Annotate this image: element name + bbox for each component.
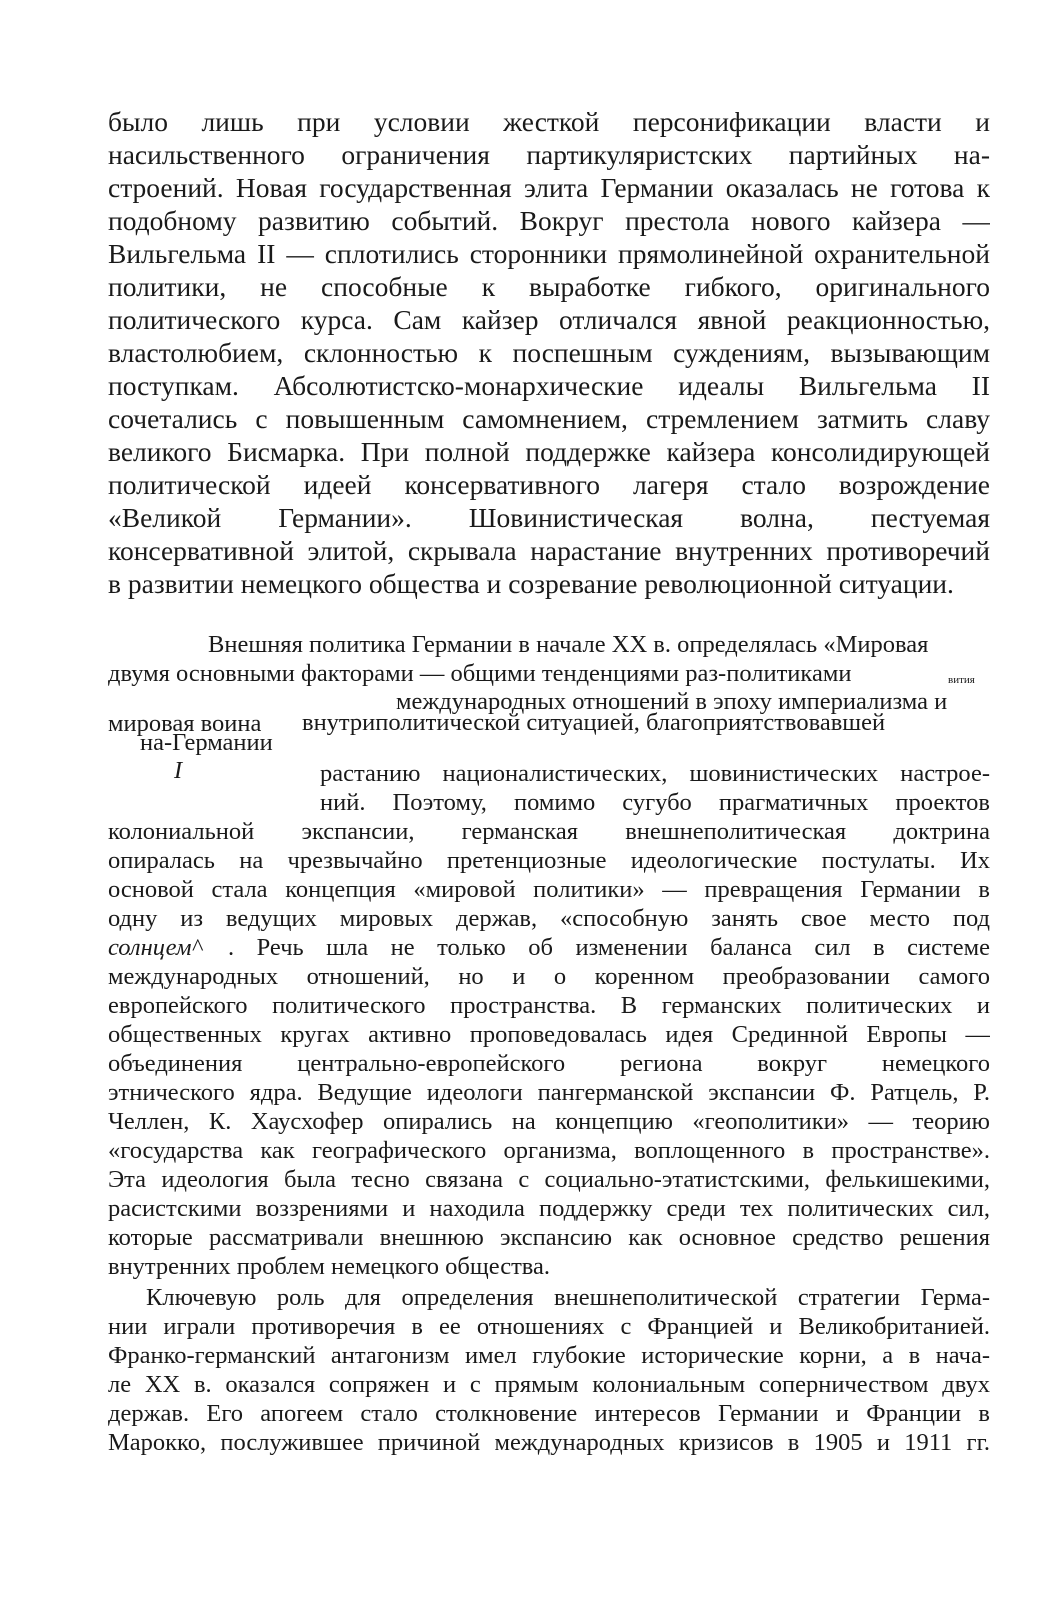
side-label: I [174,757,183,784]
text-line: подобному развитию событий. Вокруг престола нового кайзера — [108,207,990,236]
text-line: держав. Его апогеем стало столкновение интересов Германии и Франции в [108,1402,990,1427]
text-line: Франко-германский антагонизм имел глубокие исторические корни, а в нача- [108,1344,990,1369]
section-fragment: вития [948,674,975,686]
text-line: . Речь шла не только об изменении баланса сил в системе [228,936,990,961]
section-line: двумя основными факторами — общими тенденциями раз-политиками [108,660,852,687]
text-line: внутренних проблем немецкого общества. [108,1253,551,1280]
text-line: «государства как географического организма, воплощенного в пространстве». [108,1139,990,1164]
text-line: этнического ядра. Ведущие идеологи пангерманской экспансии Ф. Ратцель, Р. [108,1081,990,1106]
text-line: европейского политического пространства. В германских политических и [108,994,990,1019]
text-line: политики, не способные к выработке гибкого, оригинального [108,273,990,302]
section-line: Внешняя политика Германии в начале XX в. определялась «Мировая [208,631,929,658]
text-line: международных отношений, но и о коренном преобразовании самого [108,965,990,990]
text-line: ле XX в. оказался сопряжен и с прямым колониальным соперничеством двух [108,1373,990,1398]
section-line: растанию националистических, шовинистических настрое- [320,762,990,787]
section-line: внутриполитической ситуацией, благоприятствовавшей [302,709,886,736]
side-label: мировая воина [108,710,262,737]
text-line: поступкам. Абсолютистско-монархические идеалы Вильгельма II [108,372,990,401]
text-line: опиралась на чрезвычайно претенциозные идеологические постулаты. Их [108,849,990,874]
text-line: одну из ведущих мировых держав, «способную занять свое место под [108,907,990,932]
text-line: «Великой Германии». Шовинистическая волна, пестуемая [108,504,990,533]
text-line: Ключевую роль для определения внешнеполитической стратегии Герма- [146,1286,990,1311]
text-line: сочетались с повышенным самомнением, стремлением затмить славу [108,405,990,434]
text-line: колониальной экспансии, германская внешнеполитическая доктрина [108,820,990,845]
text-line: Вильгельма II — сплотились сторонники прямолинейной охранительной [108,240,990,269]
text-line: политического курса. Сам кайзер отличался явной реакционностью, [108,306,990,335]
text-line: в развитии немецкого общества и созревание революционной ситуации. [108,568,954,599]
text-line: Марокко, послужившее причиной международных кризисов в 1905 и 1911 гг. [108,1431,990,1456]
section-line: ний. Поэтому, помимо сугубо прагматичных проектов [320,791,990,816]
text-line: расистскими воззрениями и находила поддержку среди тех политических сил, [108,1197,990,1222]
text-line: политической идеей консервативного лагеря стало возрождение [108,471,990,500]
text-line: нии играли противоречия в ее отношениях с Францией и Великобританией. [108,1315,990,1340]
italic-phrase: солнцем^ [108,934,202,961]
text-line: великого Бисмарка. При полной поддержке кайзера консолидирующей [108,438,990,467]
text-line: Челлен, К. Хаусхофер опирались на концепцию «геополитики» — теорию [108,1110,990,1135]
text-line: объединения центрально-европейского региона вокруг немецкого [108,1052,990,1077]
text-line: консервативной элитой, скрывала нарастание внутренних противоречий [108,537,990,566]
text-line: Эта идеология была тесно связана с социально-этатистскими, фелькишекими, [108,1168,990,1193]
section-line: международных отношений в эпоху империализма и [396,688,948,715]
text-line: было лишь при условии жесткой персонификации власти и [108,108,990,137]
text-line: которые рассматривали внешнюю экспансию как основное средство решения [108,1226,990,1251]
text-line [108,936,202,961]
text-line: строений. Новая государственная элита Германии оказалась не готова к [108,174,990,203]
text-line: властолюбием, склонностью к поспешным суждениям, вызывающим [108,339,990,368]
text-line: основой стала концепция «мировой политики» — превращения Германии в [108,878,990,903]
text-line: общественных кругах активно проповедовалась идея Срединной Европы — [108,1023,990,1048]
side-label: на-Германии [140,729,273,756]
text-line: насильственного ограничения партикуляристских партийных на- [108,141,990,170]
